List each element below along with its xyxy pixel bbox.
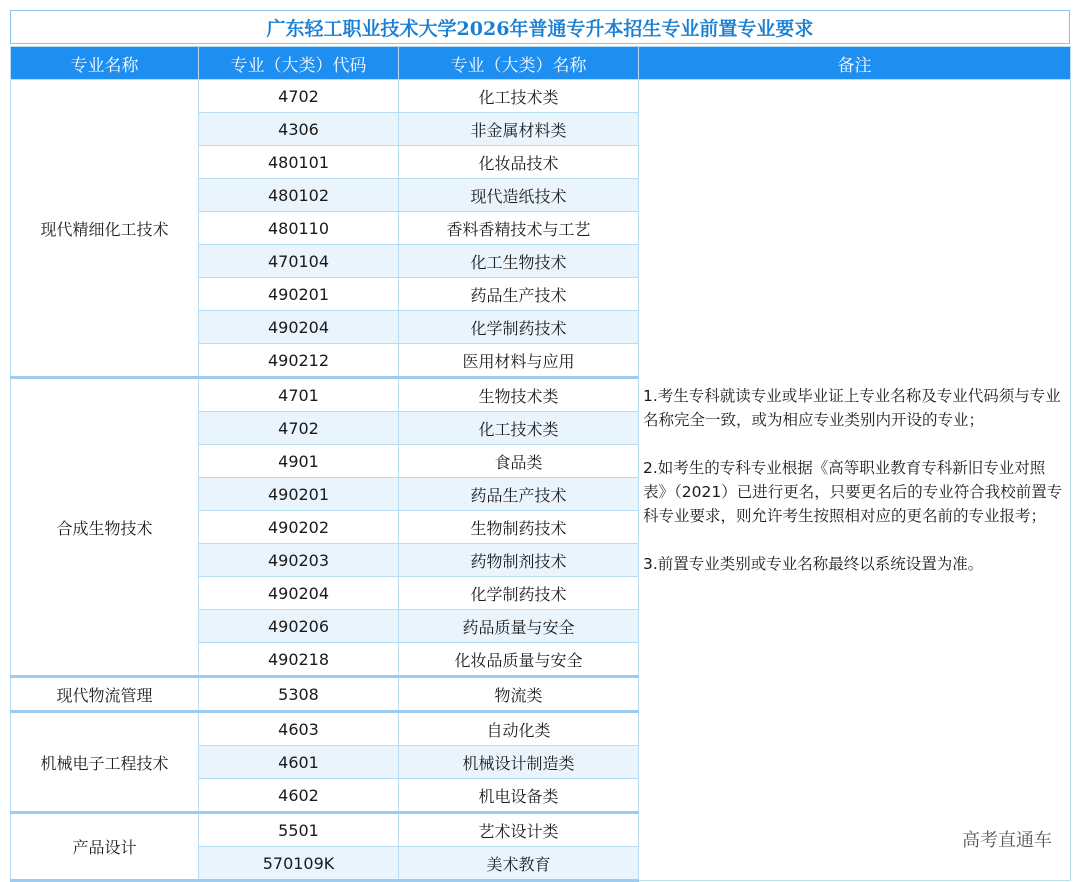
- notes-cell: [639, 80, 1071, 881]
- code-cell: 490201: [199, 478, 399, 511]
- table-body: [11, 80, 1071, 881]
- table-row: [11, 80, 1071, 113]
- note-paragraph: 2.如考生的专科专业根据《高等职业教育专科新旧专业对照表》（2021）已进行更名，只要更名后的专业符合我校前置专科专业要求，则允许考生按照相对应的更名前的专业报考；: [643, 459, 1063, 525]
- code-cell: 490204: [199, 577, 399, 610]
- code-cell: 490201: [199, 278, 399, 311]
- code-cell: 4603: [199, 712, 399, 746]
- code-cell: 5501: [199, 813, 399, 847]
- code-cell: 490202: [199, 511, 399, 544]
- category-name-cell: 机械设计制造类: [399, 746, 639, 779]
- code-cell: 4901: [199, 445, 399, 478]
- category-name-cell: 现代造纸技术: [399, 179, 639, 212]
- category-name-cell: 艺术设计类: [399, 813, 639, 847]
- note-paragraph: 3.前置专业类别或专业名称最终以系统设置为准。: [643, 555, 984, 573]
- table-title: 广东轻工职业技术大学2026年普通专升本招生专业前置专业要求: [10, 10, 1070, 44]
- category-name-cell: 化妆品技术: [399, 146, 639, 179]
- header-name: 专业（大类）名称: [399, 47, 639, 80]
- header-row: [11, 47, 1071, 80]
- category-name-cell: 药物制剂技术: [399, 544, 639, 577]
- code-cell: 4601: [199, 746, 399, 779]
- category-name-cell: 物流类: [399, 677, 639, 712]
- code-cell: 4702: [199, 80, 399, 113]
- category-name-cell: 药品生产技术: [399, 478, 639, 511]
- category-name-cell: 化工生物技术: [399, 245, 639, 278]
- major-name-cell: 合成生物技术: [11, 378, 199, 677]
- major-name-cell: 现代精细化工技术: [11, 80, 199, 378]
- code-cell: 490212: [199, 344, 399, 378]
- code-cell: 4602: [199, 779, 399, 813]
- code-cell: 490204: [199, 311, 399, 344]
- category-name-cell: 香料香精技术与工艺: [399, 212, 639, 245]
- category-name-cell: 化工技术类: [399, 80, 639, 113]
- note-paragraph: 1.考生专科就读专业或毕业证上专业名称及专业代码须与专业名称完全一致，或为相应专业类别内开设的专业；: [643, 387, 1061, 429]
- major-name-cell: 机械电子工程技术: [11, 712, 199, 813]
- requirements-table: [10, 46, 1071, 882]
- code-cell: 480110: [199, 212, 399, 245]
- category-name-cell: 化学制药技术: [399, 577, 639, 610]
- code-cell: 490206: [199, 610, 399, 643]
- code-cell: 4701: [199, 378, 399, 412]
- category-name-cell: 化妆品质量与安全: [399, 643, 639, 677]
- code-cell: 5308: [199, 677, 399, 712]
- category-name-cell: 食品类: [399, 445, 639, 478]
- category-name-cell: 生物制药技术: [399, 511, 639, 544]
- code-cell: 490218: [199, 643, 399, 677]
- category-name-cell: 生物技术类: [399, 378, 639, 412]
- category-name-cell: 化学制药技术: [399, 311, 639, 344]
- category-name-cell: 机电设备类: [399, 779, 639, 813]
- code-cell: 480102: [199, 179, 399, 212]
- header-major: 专业名称: [11, 47, 199, 80]
- major-name-cell: 产品设计: [11, 813, 199, 881]
- category-name-cell: 非金属材料类: [399, 113, 639, 146]
- category-name-cell: 化工技术类: [399, 412, 639, 445]
- code-cell: 490203: [199, 544, 399, 577]
- code-cell: 4702: [199, 412, 399, 445]
- header-code: 专业（大类）代码: [199, 47, 399, 80]
- code-cell: 480101: [199, 146, 399, 179]
- category-name-cell: 药品质量与安全: [399, 610, 639, 643]
- header-notes: 备注: [639, 47, 1071, 80]
- category-name-cell: 自动化类: [399, 712, 639, 746]
- code-cell: 470104: [199, 245, 399, 278]
- code-cell: 570109K: [199, 847, 399, 881]
- category-name-cell: 药品生产技术: [399, 278, 639, 311]
- code-cell: 4306: [199, 113, 399, 146]
- category-name-cell: 美术教育: [399, 847, 639, 881]
- major-name-cell: 现代物流管理: [11, 677, 199, 712]
- category-name-cell: 医用材料与应用: [399, 344, 639, 378]
- watermark: 高考直通车: [962, 830, 1052, 851]
